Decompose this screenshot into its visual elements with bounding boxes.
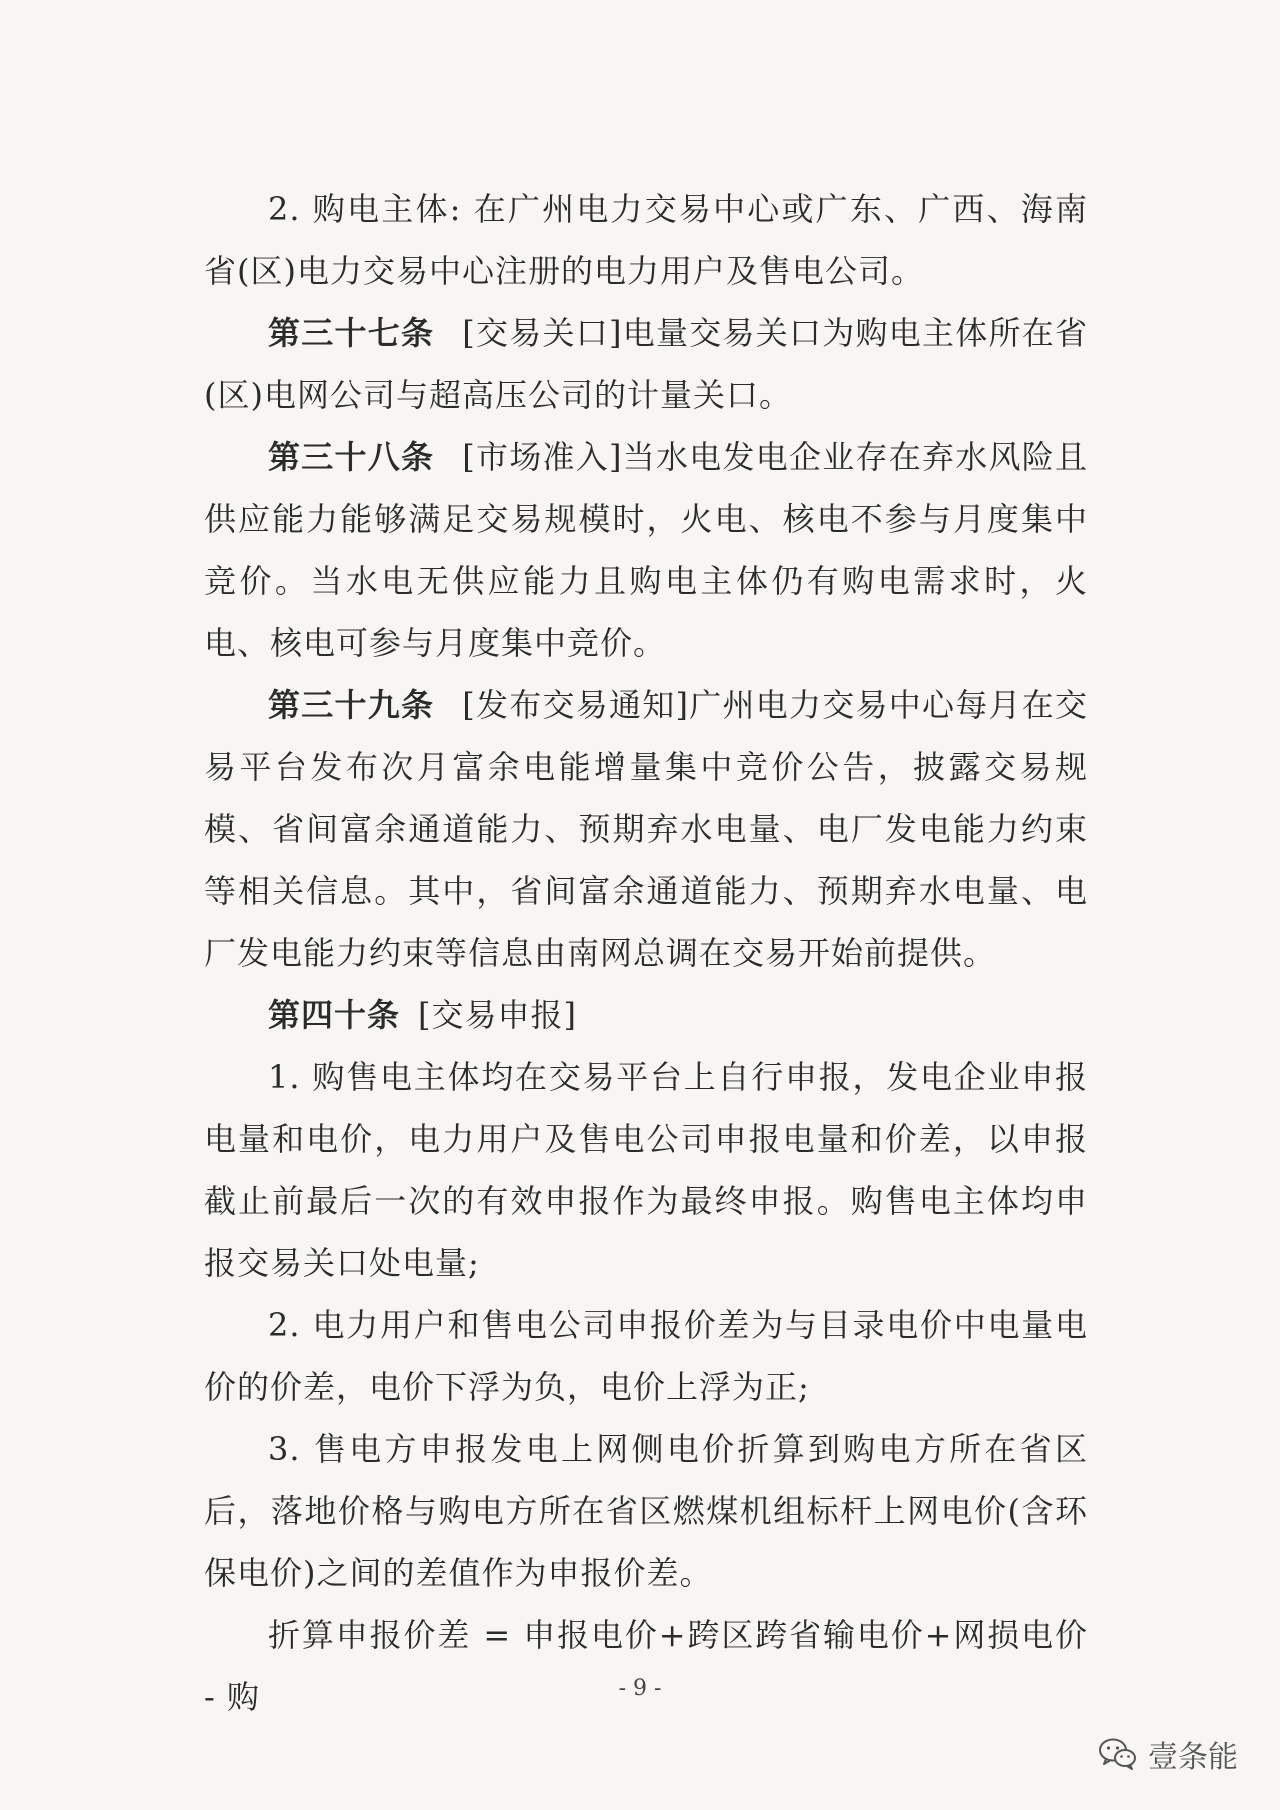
article-38 <box>204 426 1088 674</box>
article-37 <box>204 302 1088 426</box>
paragraph-text: 折算申报价差 = 申报电价+跨区跨省输电价+网损电价 - 购 <box>204 1616 1088 1716</box>
article-tag: [发布交易通知] <box>462 686 689 724</box>
paragraph-text: 3. 售电方申报发电上网侧电价折算到购电方所在省区后，落地价格与购电方所在省区燃煤机组标杆上网电价(含环保电价)之间的差值作为申报价差。 <box>204 1430 1088 1592</box>
wechat-icon <box>1098 1737 1138 1771</box>
clause-2 <box>204 1294 1088 1418</box>
article-number: 第三十八条 <box>268 438 435 476</box>
paragraph-text: 当水电发电企业存在弃水风险且供应能力能够满足交易规模时，火电、核电不参与月度集中竞价。当水电无供应能力且购电主体仍有购电需求时，火电、核电可参与月度集中竞价。 <box>204 438 1088 662</box>
article-number: 第三十七条 <box>268 314 435 352</box>
paragraph-text: 1. 购售电主体均在交易平台上自行申报，发电企业申报电量和电价，电力用户及售电公司申报电量和价差，以申报截止前最后一次的有效申报作为最终申报。购售电主体均申报交易关口处电量; <box>204 1058 1088 1282</box>
document-body <box>204 178 1088 1728</box>
clause-1 <box>204 1046 1088 1294</box>
page-number: - 9 - <box>618 1676 662 1701</box>
paragraph-text: 广州电力交易中心每月在交易平台发布次月富余电能增量集中竞价公告，披露交易规模、省间富余通道能力、预期弃水电量、电厂发电能力约束等相关信息。其中，省间富余通道能力、预期弃水电量、电厂发电能力约束等信息由南网总调在交易开始前提供。 <box>204 686 1088 972</box>
article-tag: [交易关口] <box>462 314 623 352</box>
paragraph-text: 电量交易关口为购电主体所在省(区)电网公司与超高压公司的计量关口。 <box>204 314 1088 414</box>
paragraph-purchase-subject <box>204 178 1088 302</box>
watermark <box>1098 1732 1238 1776</box>
article-tag: [交易申报] <box>418 996 577 1034</box>
article-40 <box>204 984 1088 1046</box>
article-number: 第四十条 <box>268 996 401 1034</box>
watermark-text: 壹条能 <box>1148 1740 1238 1775</box>
formula-line <box>204 1604 1088 1728</box>
article-tag: [市场准入] <box>462 438 623 476</box>
paragraph-text: 2. 购电主体: 在广州电力交易中心或广东、广西、海南省(区)电力交易中心注册的电力用户及售电公司。 <box>204 190 1088 290</box>
clause-3 <box>204 1418 1088 1604</box>
article-39 <box>204 674 1088 984</box>
paragraph-text: 2. 电力用户和售电公司申报价差为与目录电价中电量电价的价差，电价下浮为负，电价上浮为正; <box>204 1306 1088 1406</box>
article-number: 第三十九条 <box>268 686 435 724</box>
